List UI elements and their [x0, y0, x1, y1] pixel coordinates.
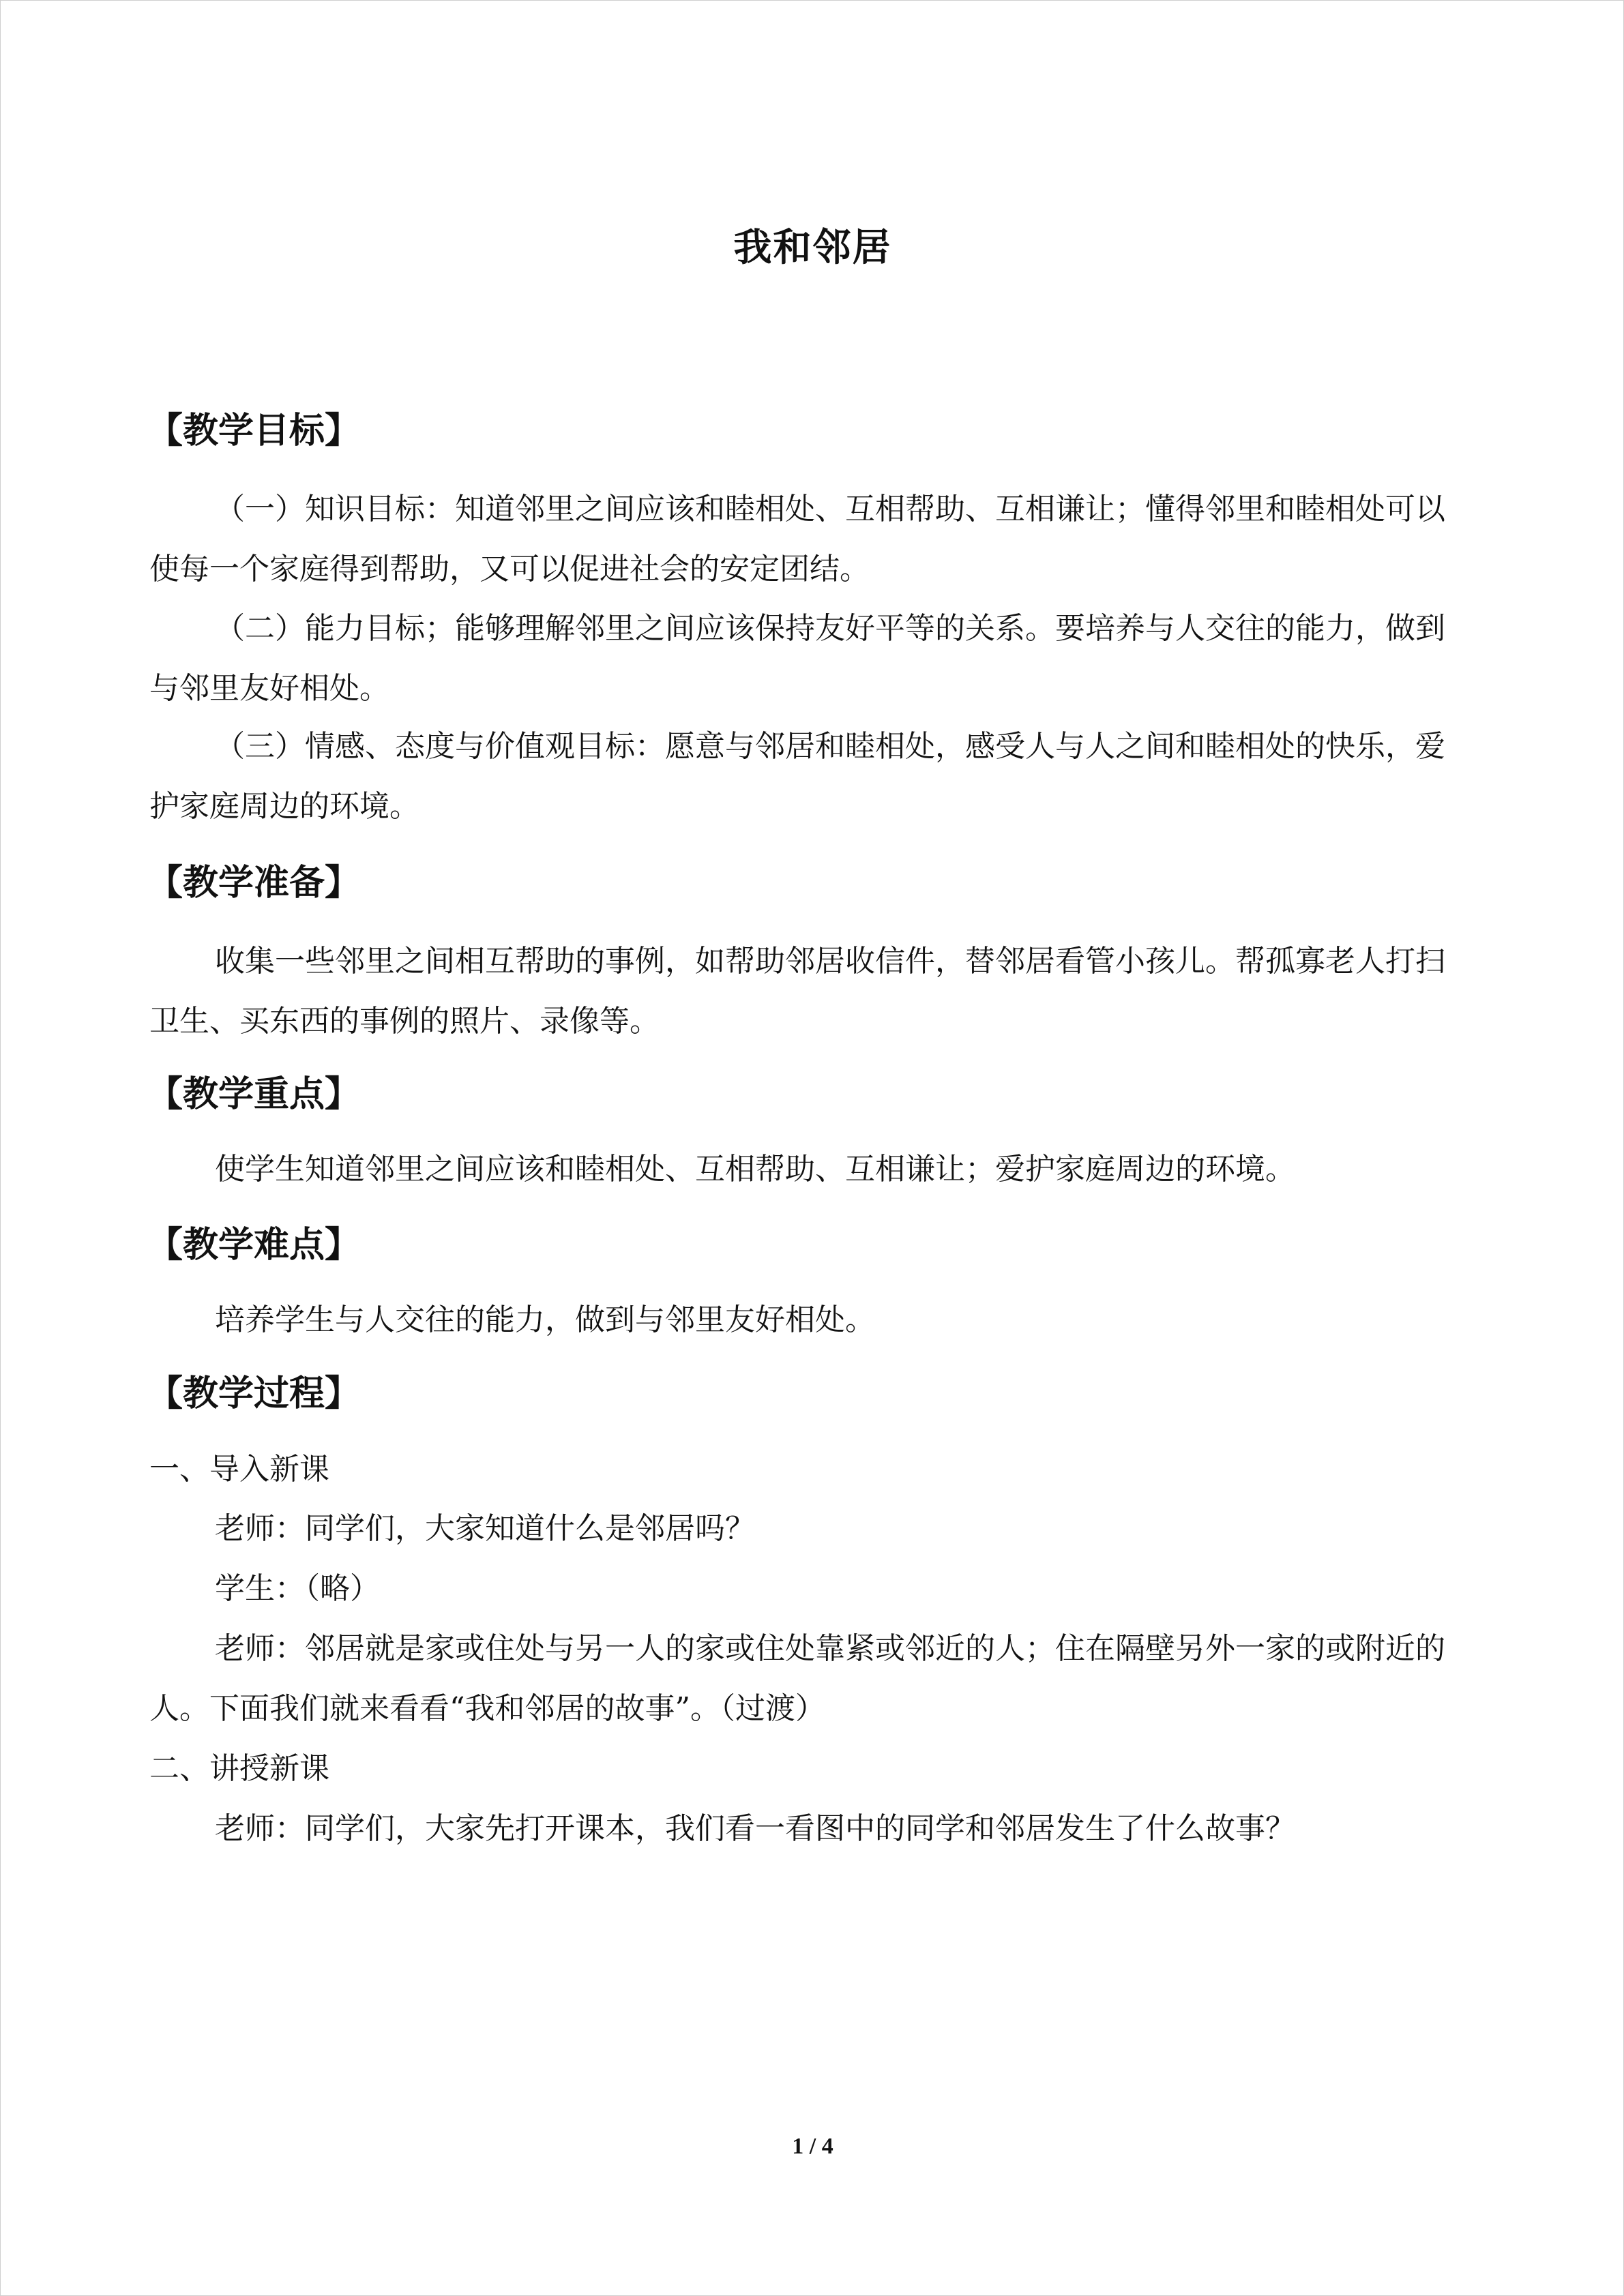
heading-difficulties: 【教学难点】 — [147, 1225, 361, 1266]
process-step-1: 一、导入新课 — [149, 1452, 329, 1487]
objectives-knowledge: （一）知识目标：知道邻里之间应该和睦相处、互相帮助、互相谦让；懂得邻里和睦相处可以使每一个家庭得到帮助，又可以促进社会的安定团结。 — [149, 492, 1445, 586]
process-teacher-instruction: 老师：同学们，大家先打开课本，我们看一看图中的同学和邻居发生了什么故事？ — [215, 1811, 1295, 1846]
heading-objectives: 【教学目标】 — [147, 411, 361, 451]
page-number: 1 / 4 — [792, 2134, 833, 2159]
heading-preparation: 【教学准备】 — [147, 863, 361, 904]
process-teacher-explanation: 老师：邻居就是家或住处与另一人的家或住处靠紧或邻近的人；住在隔壁另外一家的或附近的人。下面我们就来看看“我和邻居的故事”。（过渡） — [149, 1631, 1445, 1726]
key-points-text: 使学生知道邻里之间应该和睦相处、互相帮助、互相谦让；爱护家庭周边的环境。 — [215, 1152, 1295, 1187]
process-student-answer: 学生：（略） — [215, 1571, 380, 1606]
process-step-2: 二、讲授新课 — [149, 1751, 329, 1786]
objectives-emotion: （三）情感、态度与价值观目标：愿意与邻居和睦相处，感受人与人之间和睦相处的快乐，爱护家庭周边的环境。 — [149, 729, 1445, 824]
document-title: 我和邻居 — [733, 226, 892, 270]
difficulties-text: 培养学生与人交往的能力，做到与邻里友好相处。 — [215, 1302, 875, 1337]
objectives-ability: （二）能力目标；能够理解邻里之间应该保持友好平等的关系。要培养与人交往的能力，做到与邻里友好相处。 — [149, 611, 1445, 706]
heading-key-points: 【教学重点】 — [147, 1074, 361, 1115]
process-teacher-question: 老师：同学们，大家知道什么是邻居吗？ — [215, 1511, 755, 1546]
preparation-text: 收集一些邻里之间相互帮助的事例，如帮助邻居收信件，替邻居看管小孩儿。帮孤寡老人打扫卫生、买东西的事例的照片、录像等。 — [149, 944, 1445, 1039]
heading-process: 【教学过程】 — [147, 1373, 361, 1414]
